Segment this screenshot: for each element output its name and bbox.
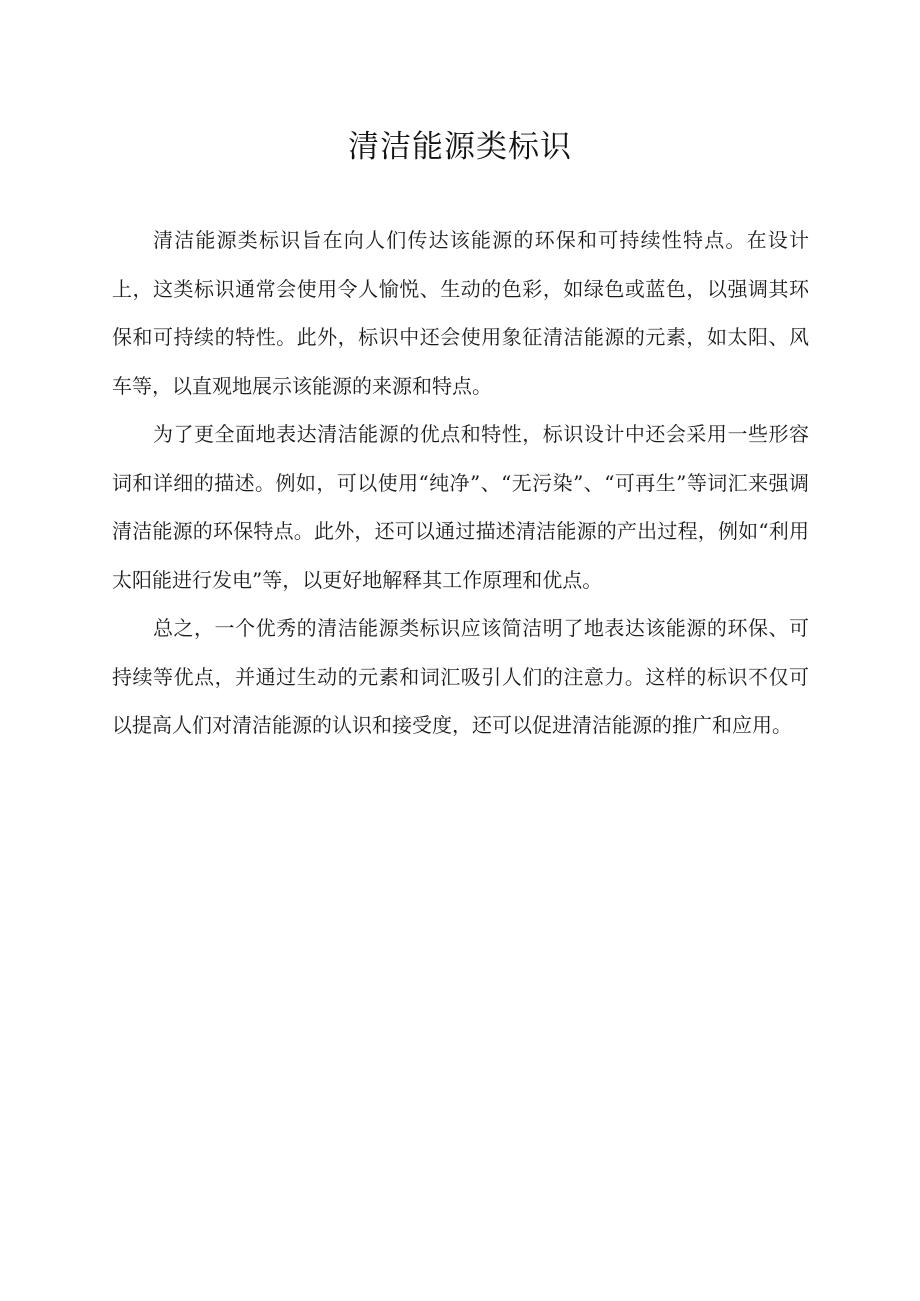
paragraph-description: 为了更全面地表达清洁能源的优点和特性，标识设计中还会采用一些形容词和详细的描述。例如，可以使用“纯净”、“无污染”、“可再生”等词汇来强调清洁能源的环保特点。此外，还可以通过描述清洁能源的产出过程，例如“利用太阳能进行发电”等，以更好地解释其工作原理和优点。 <box>112 422 809 592</box>
document-body <box>112 216 809 750</box>
paragraph-intro: 清洁能源类标识旨在向人们传达该能源的环保和可持续性特点。在设计上，这类标识通常会使用令人愉悦、生动的色彩，如绿色或蓝色，以强调其环保和可持续的特性。此外，标识中还会使用象征清洁能源的元素，如太阳、风车等，以直观地展示该能源的来源和特点。 <box>112 228 809 398</box>
paragraph-conclusion: 总之，一个优秀的清洁能源类标识应该简洁明了地表达该能源的环保、可持续等优点，并通过生动的元素和词汇吸引人们的注意力。这样的标识不仅可以提高人们对清洁能源的认识和接受度，还可以促进清洁能源的推广和应用。 <box>112 616 809 737</box>
document-title: 清洁能源类标识 <box>348 129 572 165</box>
